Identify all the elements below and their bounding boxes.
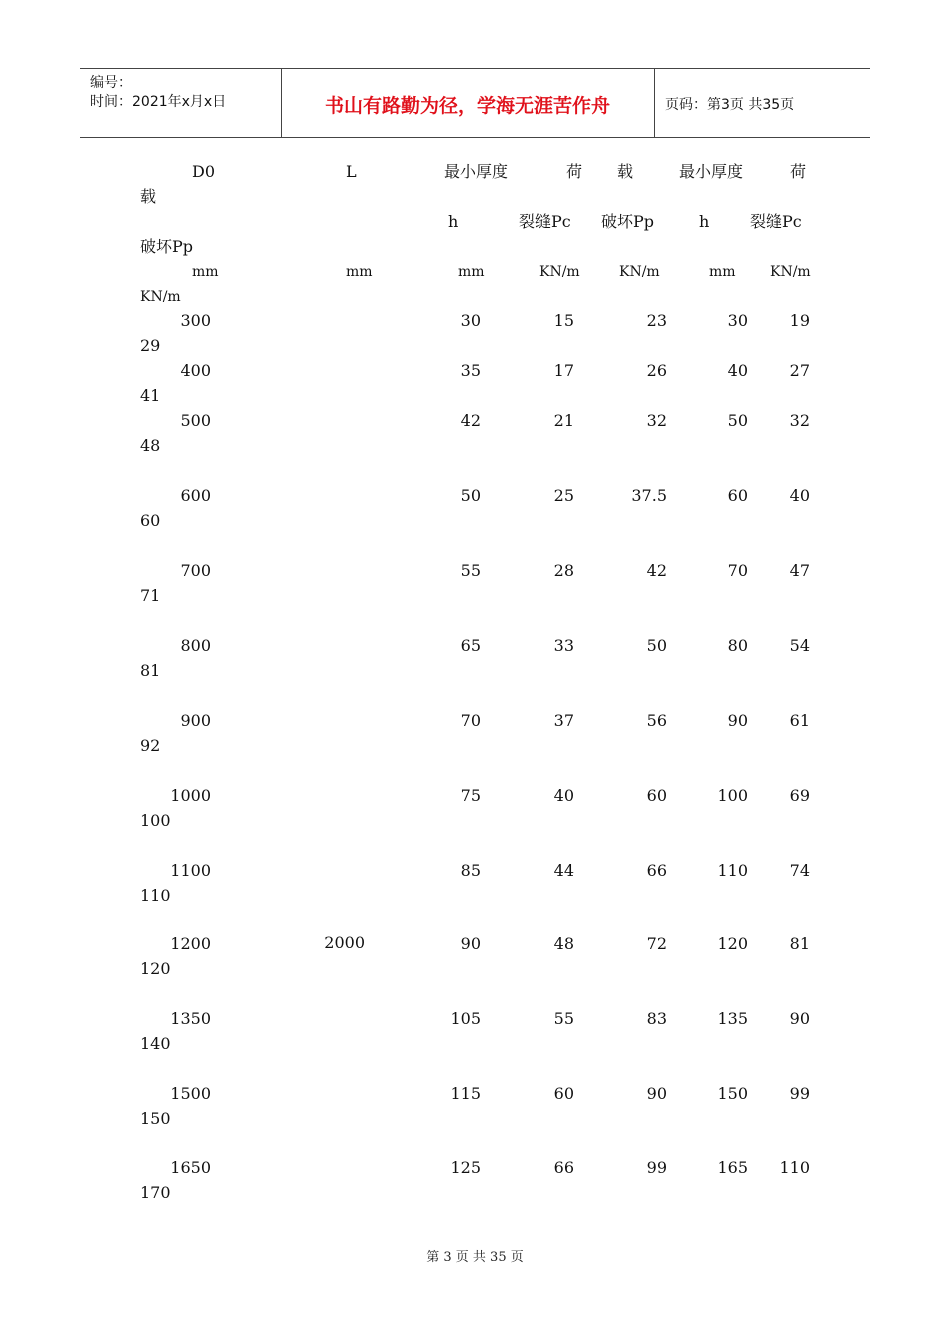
- cell-crack-load-2: 32: [789, 411, 810, 430]
- cell-crack-load-1: 66: [553, 1158, 574, 1177]
- unit-failure-load-2: KN/m: [140, 289, 181, 305]
- cell-diameter: 900: [180, 711, 211, 730]
- cell-diameter: 1200: [170, 934, 211, 953]
- cell-crack-load-1: 40: [553, 786, 574, 805]
- cell-min-thickness-2: 150: [717, 1084, 748, 1103]
- cell-crack-load-2: 40: [789, 486, 810, 505]
- cell-min-thickness-2: 80: [727, 636, 748, 655]
- cell-crack-load-1: 33: [553, 636, 574, 655]
- cell-failure-load-1: 72: [646, 934, 667, 953]
- subheader-crack-load-2: 裂缝Pc: [750, 212, 802, 231]
- header-page-cell: [655, 69, 870, 137]
- cell-failure-load-2: 92: [140, 736, 161, 755]
- cell-failure-load-1: 42: [646, 561, 667, 580]
- cell-crack-load-2: 74: [789, 861, 810, 880]
- subheader-h-2: h: [699, 212, 710, 231]
- unit-crack-load-1: KN/m: [539, 264, 580, 280]
- cell-min-thickness-1: 35: [460, 361, 481, 380]
- unit-h-1: mm: [458, 264, 485, 280]
- cell-diameter: 800: [180, 636, 211, 655]
- cell-failure-load-2: 71: [140, 586, 161, 605]
- cell-min-thickness-1: 50: [460, 486, 481, 505]
- cell-diameter: 1000: [170, 786, 211, 805]
- cell-crack-load-2: 54: [789, 636, 810, 655]
- cell-diameter: 1650: [170, 1158, 211, 1177]
- cell-min-thickness-1: 90: [460, 934, 481, 953]
- subheader-crack-load-1: 裂缝Pc: [519, 212, 571, 231]
- cell-diameter: 600: [180, 486, 211, 505]
- cell-failure-load-1: 32: [646, 411, 667, 430]
- cell-min-thickness-1: 65: [460, 636, 481, 655]
- cell-diameter: 1350: [170, 1009, 211, 1028]
- cell-crack-load-2: 27: [789, 361, 810, 380]
- cell-failure-load-2: 150: [140, 1109, 171, 1128]
- l-value: 2000: [324, 933, 365, 952]
- cell-diameter: 1100: [170, 861, 211, 880]
- cell-min-thickness-2: 165: [717, 1158, 748, 1177]
- cell-min-thickness-2: 60: [727, 486, 748, 505]
- cell-failure-load-1: 50: [646, 636, 667, 655]
- cell-crack-load-2: 47: [789, 561, 810, 580]
- cell-min-thickness-1: 30: [460, 311, 481, 330]
- cell-failure-load-1: 90: [646, 1084, 667, 1103]
- cell-crack-load-1: 28: [553, 561, 574, 580]
- cell-crack-load-2: 61: [789, 711, 810, 730]
- cell-failure-load-2: 170: [140, 1183, 171, 1202]
- cell-min-thickness-2: 110: [717, 861, 748, 880]
- header-slogan-cell: [281, 69, 655, 137]
- subheader-failure-load-2: 破坏Pp: [140, 237, 194, 256]
- col-header-load-part-4: 载: [140, 187, 157, 206]
- cell-crack-load-2: 99: [789, 1084, 810, 1103]
- cell-crack-load-1: 60: [553, 1084, 574, 1103]
- cell-failure-load-1: 66: [646, 861, 667, 880]
- cell-crack-load-1: 44: [553, 861, 574, 880]
- cell-min-thickness-2: 30: [727, 311, 748, 330]
- cell-crack-load-2: 19: [789, 311, 810, 330]
- header-info-cell: [80, 69, 282, 137]
- subheader-failure-load-1: 破坏Pp: [601, 212, 655, 231]
- cell-min-thickness-2: 135: [717, 1009, 748, 1028]
- cell-failure-load-2: 81: [140, 661, 161, 680]
- cell-failure-load-1: 37.5: [631, 486, 667, 505]
- cell-crack-load-1: 21: [553, 411, 574, 430]
- cell-min-thickness-1: 115: [450, 1084, 481, 1103]
- cell-min-thickness-1: 85: [460, 861, 481, 880]
- cell-failure-load-2: 110: [140, 886, 171, 905]
- cell-min-thickness-2: 90: [727, 711, 748, 730]
- header-slogan: 书山有路勤为径，学海无涯苦作舟: [324, 95, 610, 117]
- header-page-number: 页码：第3页 共35页: [665, 97, 795, 113]
- cell-failure-load-1: 83: [646, 1009, 667, 1028]
- page-footer: 第 3 页 共 35 页: [426, 1250, 524, 1265]
- cell-crack-load-2: 81: [789, 934, 810, 953]
- col-header-load-part-3: 荷: [790, 162, 807, 181]
- cell-min-thickness-1: 42: [460, 411, 481, 430]
- cell-min-thickness-2: 70: [727, 561, 748, 580]
- cell-crack-load-1: 15: [553, 311, 574, 330]
- unit-l: mm: [346, 264, 373, 280]
- subheader-h-1: h: [448, 212, 459, 231]
- cell-failure-load-2: 100: [140, 811, 171, 830]
- cell-diameter: 300: [180, 311, 211, 330]
- cell-min-thickness-2: 50: [727, 411, 748, 430]
- cell-min-thickness-2: 120: [717, 934, 748, 953]
- cell-min-thickness-2: 40: [727, 361, 748, 380]
- col-header-load-part-1: 荷: [566, 162, 583, 181]
- cell-failure-load-1: 23: [646, 311, 667, 330]
- cell-failure-load-2: 120: [140, 959, 171, 978]
- document-date-label: 时间：2021年x月x日: [90, 94, 227, 110]
- cell-crack-load-1: 37: [553, 711, 574, 730]
- unit-crack-load-2: KN/m: [770, 264, 811, 280]
- cell-min-thickness-1: 125: [450, 1158, 481, 1177]
- cell-crack-load-2: 110: [779, 1158, 810, 1177]
- cell-failure-load-2: 140: [140, 1034, 171, 1053]
- cell-failure-load-1: 56: [646, 711, 667, 730]
- cell-failure-load-1: 60: [646, 786, 667, 805]
- col-header-d0: D0: [192, 162, 216, 181]
- col-header-load-part-2: 载: [617, 162, 634, 181]
- cell-crack-load-2: 90: [789, 1009, 810, 1028]
- cell-failure-load-1: 26: [646, 361, 667, 380]
- document-number-label: 编号：: [90, 75, 132, 91]
- cell-diameter: 400: [180, 361, 211, 380]
- unit-failure-load-1: KN/m: [619, 264, 660, 280]
- cell-min-thickness-1: 75: [460, 786, 481, 805]
- cell-min-thickness-1: 105: [450, 1009, 481, 1028]
- cell-diameter: 1500: [170, 1084, 211, 1103]
- cell-diameter: 700: [180, 561, 211, 580]
- col-header-l: L: [346, 162, 357, 181]
- col-header-min-thickness-1: 最小厚度: [444, 162, 509, 181]
- unit-h-2: mm: [709, 264, 736, 280]
- cell-diameter: 500: [180, 411, 211, 430]
- cell-min-thickness-2: 100: [717, 786, 748, 805]
- cell-min-thickness-1: 70: [460, 711, 481, 730]
- cell-min-thickness-1: 55: [460, 561, 481, 580]
- cell-crack-load-1: 55: [553, 1009, 574, 1028]
- cell-failure-load-1: 99: [646, 1158, 667, 1177]
- unit-d0: mm: [192, 264, 219, 280]
- cell-failure-load-2: 48: [140, 436, 161, 455]
- page-header: [80, 68, 870, 138]
- cell-failure-load-2: 60: [140, 511, 161, 530]
- cell-crack-load-1: 25: [553, 486, 574, 505]
- cell-failure-load-2: 29: [140, 336, 161, 355]
- cell-crack-load-1: 17: [553, 361, 574, 380]
- cell-crack-load-1: 48: [553, 934, 574, 953]
- col-header-min-thickness-2: 最小厚度: [679, 162, 744, 181]
- cell-crack-load-2: 69: [789, 786, 810, 805]
- cell-failure-load-2: 41: [140, 386, 161, 405]
